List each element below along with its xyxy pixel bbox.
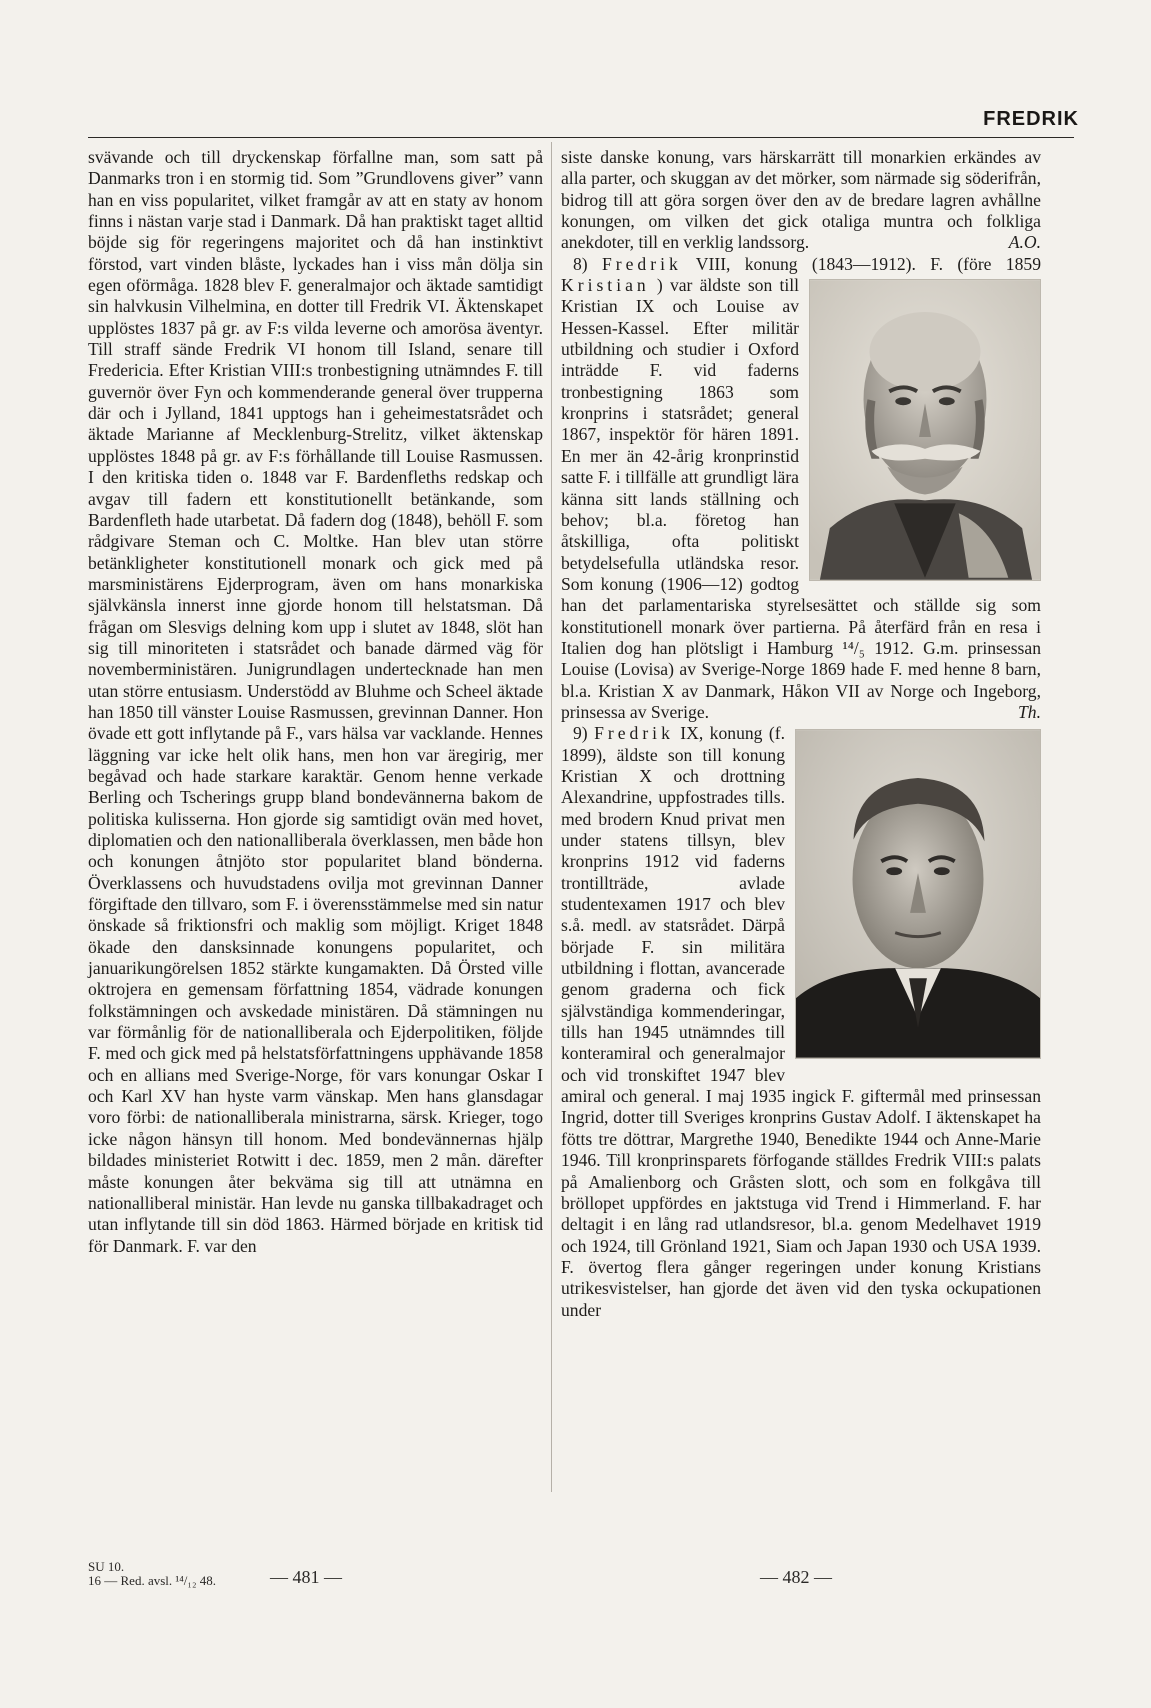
entry-8-text-b: ) var äldste son till Kristian IX och Louise av Hessen-Kassel. Efter militär utbildning och studier i Oxford inträdde F. vid faderns tronbestigning 1863 som kronprins i statsrådet; general 1867, inspektör för hären 1891. En mer än 42-årig kronprinstid satte F. i tillfälle att grundligt lära känna sitt lands ställning och behov; bl.a. företog han åtskilliga, ofta politiskt betydelsefulla utländska resor. Som konung (1906—12) godtog han det parlamentariska styrelsesättet och ställde sig som konstitutionell monark över partierna. På återfärd från en resa i Italien dog han plötsligt i Hamburg ¹⁴/₅ 1912. G.m. prinsessan Louise (Lovisa) av Sverige-Norge 1869 hade F. med henne 8 barn, bl.a. Kristian X av Danmark, Håkon VII av Norge och Ingeborg, prinsessa av Sverige.: [561, 275, 1041, 722]
entry-9-name: Fredrik: [594, 723, 674, 744]
running-head: FREDRIK: [983, 108, 1079, 130]
entry-9: [561, 723, 1041, 1321]
page-number-right: — 482 —: [760, 1567, 832, 1587]
page-number-left: — 481 —: [270, 1567, 342, 1587]
right-column: [561, 147, 1041, 1321]
portrait-fredrik-ix-image: [796, 730, 1040, 1058]
printer-note: [88, 1560, 216, 1588]
entry-9-number: 9): [573, 723, 588, 744]
portrait-fredrik-ix: [795, 729, 1041, 1059]
entry-8: [561, 254, 1041, 724]
column-divider: [551, 142, 552, 1492]
entry-7-signature: A.O.: [1008, 232, 1041, 253]
entry-8-signature: Th.: [1018, 701, 1041, 722]
entry-8-number: 8): [573, 253, 588, 274]
printer-note-line-1: SU 10.: [88, 1559, 125, 1574]
entry-8-text-a: VIII, konung (1843—1912). F. (före 1859: [695, 253, 1041, 274]
entry-7-continuation: [561, 147, 1041, 254]
entry-8-alias: Kristian: [561, 275, 650, 296]
left-column: [88, 147, 543, 1257]
entry-9-text: IX, konung (f. 1899), äldste son till konung Kristian X och drottning Alexandrine, uppfostrades tills. med brodern Knud privat men under statens tillsyn, blev kronprins 1912 vid faderns trontillträde, avlade studentexamen 1917 och blev s.å. medl. av statsrådet. Därpå började F. sin militära utbildning i flottan, avancerade genom graderna och fick självständiga kommenderingar, tills han 1945 utnämndes till konteramiral och generalmajor och vid tronskiftet 1947 blev amiral och general. I maj 1935 ingick F. giftermål med prinsessan Ingrid, dotter till Sveriges kronprins Gustav Adolf. I äktenskapet ha fötts tre döttrar, Margrethe 1940, Benedikte 1944 och Anne-Marie 1946. Till kronprinsparets förfogande ställdes Fredrik VIII:s palats på Amalienborg och Gråsten slott, och som en folkgåva till bröllopet uppfördes en jaktstuga vid Trend i Himmerland. F. har deltagit i en lång rad utlandsresor, bl.a. genom Medelhavet 1919 och 1924, till Grönland 1921, Siam och Japan 1930 och USA 1939. F. övertog flera gånger regeringen under konung Kristians utrikesvistelser, han gjorde det även vid den tyska ockupationen under: [561, 723, 1041, 1320]
entry-7-text: siste danske konung, vars härskarrätt till monarkien erkändes av alla parter, och skuggan av det mörker, som närmade sig söderifrån, bidrog till att göra sorgen över den av de bredare lagren avhållne konungen, om vilken det gick otaliga muntra och folkliga anekdoter, till en verklig landssorg.: [561, 147, 1041, 253]
entry-8-name: Fredrik: [601, 253, 682, 274]
portrait-fredrik-viii: [809, 279, 1041, 581]
header-rule: [88, 137, 1074, 138]
left-column-text: svävande och till dryckenskap förfallne man, som satt på Danmarks tron i en stormig tid. Som ”Grundlovens giver” vann han en viss popularitet, vilket framgår av att en staty av honom finns i nästan varje stad i Danmark. Då han praktiskt taget alltid böjde sig för regeringens majoritet och då han instinktivt förstod, vart vinden blåste, lyckades han i viss mån dölja sin egen oförmåga. 1828 blev F. generalmajor och äktade samtidigt sin halvkusin Vilhelmina, en dotter till Fredrik VI. Äktenskapet upplöstes 1837 på gr. av F:s vilda leverne och amorösa äventyr. Till straff sände Fredrik VI honom till Island, senare till Fredericia. Efter Kristian VIII:s tronbestigning utnämndes F. till guvernör över Fyn och kommenderande general över trupperna där och i Jylland, 1841 upptogs han i geheimestatsrådet och äktade Marianne af Mecklenburg-Strelitz, vilket äktenskap upplöstes 1848 på gr. av F:s förhållande till Louise Rasmussen. I den kritiska tiden o. 1848 var F. Bardenfleths redskap och avgav till fadern ett konstitutionellt betänkande, som Bardenfleth hade utarbetat. Då fadern dog (1848), behöll F. som rådgivare Steman och C. Moltke. Han blev utan större betänkligheter konstitutionell monark och gick med på marsministärens Ejderprogram, även om hans monarkiska självkänsla innerst inne gjorde honom till helstatsman. Då frågan om Slesvigs delning kom upp i slutet av 1848, slöt han sig till minoriteten i statsrådet och banade därmed väg för novemberministären. Junigrundlagen undertecknade han men utan större entusiasm. Understödd av Bluhme och Scheel äktade han 1850 till vänster Louise Rasmussen, grevinnan Danner. Hon övade ett gott inflytande på F., vars hälsa var vacklande. Hennes läggning var icke helt olik hans, men hon var äregirig, mer begåvad och hade starkare karaktär. Genom henne verkade Berling och Tscherings grupp bland bondevännerna bakom de politiska kulisserna. Hon gjorde sig samtidigt ovän med hovet, diplomatien och den nationalliberala överklassen, men både hon och konungen åtnjöto stor popularitet bland bönderna. Överklassens och huvudstadens ovilja mot grevinnan Danner förgiftade den tillvaro, som F. i överensstämmelse med sin natur önskade så friktionsfri och maklig som möjligt. Kriget 1848 ökade den dansksinnade konungens popularitet, och januarikungörelsen 1852 stärkte kungamakten. Då Örsted ville oktrojera en gemensam författning 1854, vädrade konungen folkstämningen och avskedade ministären. Då stämningen nu var förmånlig för de nationalliberala och Ejderpolitiken, följde F. med och gick med på helstatsförfattningens upphävande 1858 och en allians med Sverige-Norge, för vars konungar Oskar I och Karl XV han hyste varm vänskap. Men hans glansdagar voro förbi: de nationalliberala ministrarna, särsk. Krieger, togo icke någon hänsyn till honom. Med bondevännernas hjälp bildades ministeriet Rotwitt i dec. 1859, men 2 mån. därefter måste konungen åter bekväma sig till att utnämna en nationalliberal ministär. Han levde nu ganska tillbakadraget och utan inflytande till sin död 1863. Härmed började en kritisk tid för Danmark. F. var den: [88, 147, 543, 1256]
portrait-fredrik-viii-image: [810, 280, 1040, 580]
printer-note-line-2: 16 — Red. avsl. ¹⁴/₁₂ 48.: [88, 1573, 216, 1588]
